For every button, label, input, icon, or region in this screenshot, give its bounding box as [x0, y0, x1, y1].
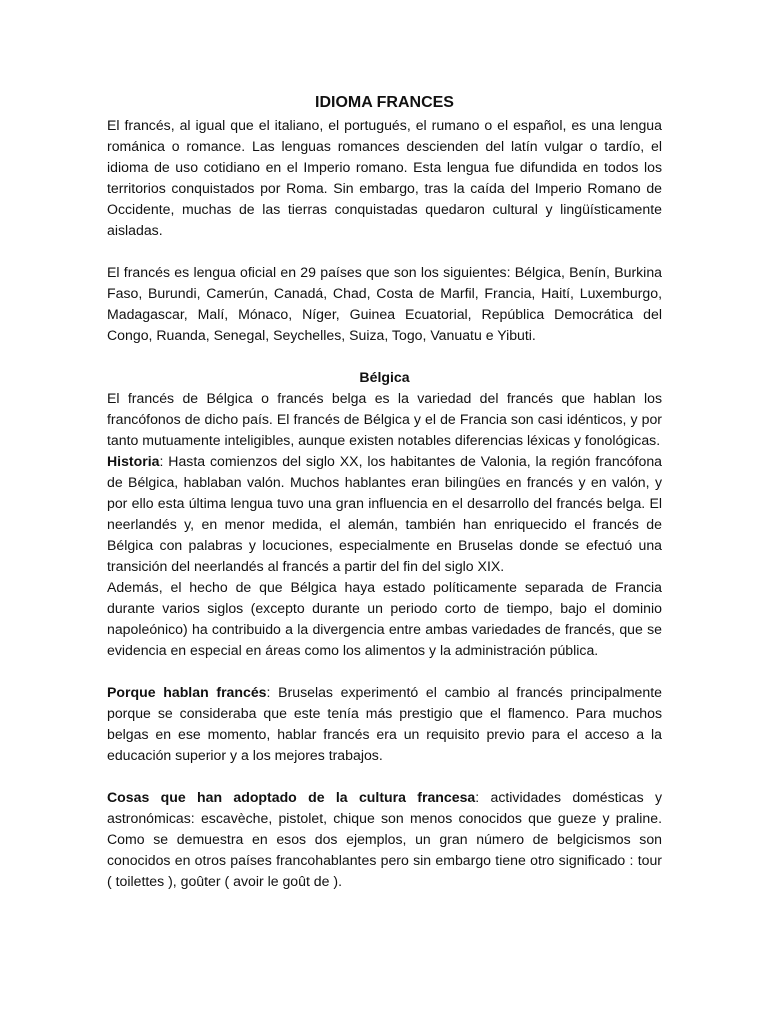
cosas-label: Cosas que han adoptado de la cultura francesa [107, 789, 476, 805]
paragraph-spacer [107, 766, 662, 787]
paragraph-spacer [107, 241, 662, 262]
cosas-text: : actividades domésticas y astronómicas: escavèche, pistolet, chique son menos conocidos que gueze y praline. Como se demuestra en esos dos ejemplos, un gran número de belgicismos son conocidos en otros países francohablantes pero sin embargo tiene otro significado : tour ( toilettes ), goûter ( avoir le goût de ). [107, 789, 662, 889]
cosas-paragraph [107, 787, 662, 892]
belgica-heading: Bélgica [359, 369, 410, 385]
paragraph-spacer [107, 661, 662, 682]
porque-text: : Bruselas experimentó el cambio al francés principalmente porque se consideraba que este tenía más prestigio que el flamenco. Para muchos belgas en ese momento, hablar francés era un requisito previo para el acceso a la educación superior y a los mejores trabajos. [107, 684, 662, 763]
porque-label: Porque hablan francés [107, 684, 267, 700]
document-title: IDIOMA FRANCES [315, 94, 454, 111]
countries-paragraph: El francés es lengua oficial en 29 países que son los siguientes: Bélgica, Benín, Burkina Faso, Burundi, Camerún, Canadá, Chad, Costa de Marfil, Francia, Haití, Luxemburgo, Madagascar, Malí, Mónaco, Níger, Guinea Ecuatorial, República Democrática del Congo, Ruanda, Senegal, Seychelles, Suiza, Togo, Vanuatu e Yibuti. [107, 264, 662, 343]
paragraph-spacer [107, 346, 662, 367]
historia-paragraph [107, 451, 662, 577]
porque-paragraph [107, 682, 662, 766]
historia-label: Historia [107, 453, 160, 469]
ademas-paragraph: Además, el hecho de que Bélgica haya estado políticamente separada de Francia durante varios siglos (excepto durante un periodo corto de tiempo, bajo el dominio napoleónico) ha contribuido a la divergencia entre ambas variedades de francés, que se evidencia en especial en áreas como los alimentos y la administración pública. [107, 579, 662, 658]
document-page [107, 92, 662, 892]
belgica-description-paragraph: El francés de Bélgica o francés belga es la variedad del francés que hablan los francófonos de dicho país. El francés de Bélgica y el de Francia son casi idénticos, y por tanto mutuamente inteligibles, aunque existen notables diferencias léxicas y fonológicas. [107, 390, 662, 448]
historia-text: : Hasta comienzos del siglo XX, los habitantes de Valonia, la región francófona de Bélgica, hablaban valón. Muchos hablantes eran bilingües en francés y en valón, y por ello esta última lengua tuvo una gran influencia en el desarrollo del francés belga. El neerlandés y, en menor medida, el alemán, también han enriquecido el francés de Bélgica con palabras y locuciones, especialmente en Bruselas donde se efectuó una transición del neerlandés al francés a partir del fin del siglo XIX. [107, 453, 662, 574]
intro-paragraph: El francés, al igual que el italiano, el portugués, el rumano o el español, es una lengua románica o romance. Las lenguas romances descienden del latín vulgar o tardío, el idioma de uso cotidiano en el Imperio romano. Esta lengua fue difundida en todos los territorios conquistados por Roma. Sin embargo, tras la caída del Imperio Romano de Occidente, muchas de las tierras conquistadas quedaron cultural y lingüísticamente aisladas. [107, 117, 662, 238]
